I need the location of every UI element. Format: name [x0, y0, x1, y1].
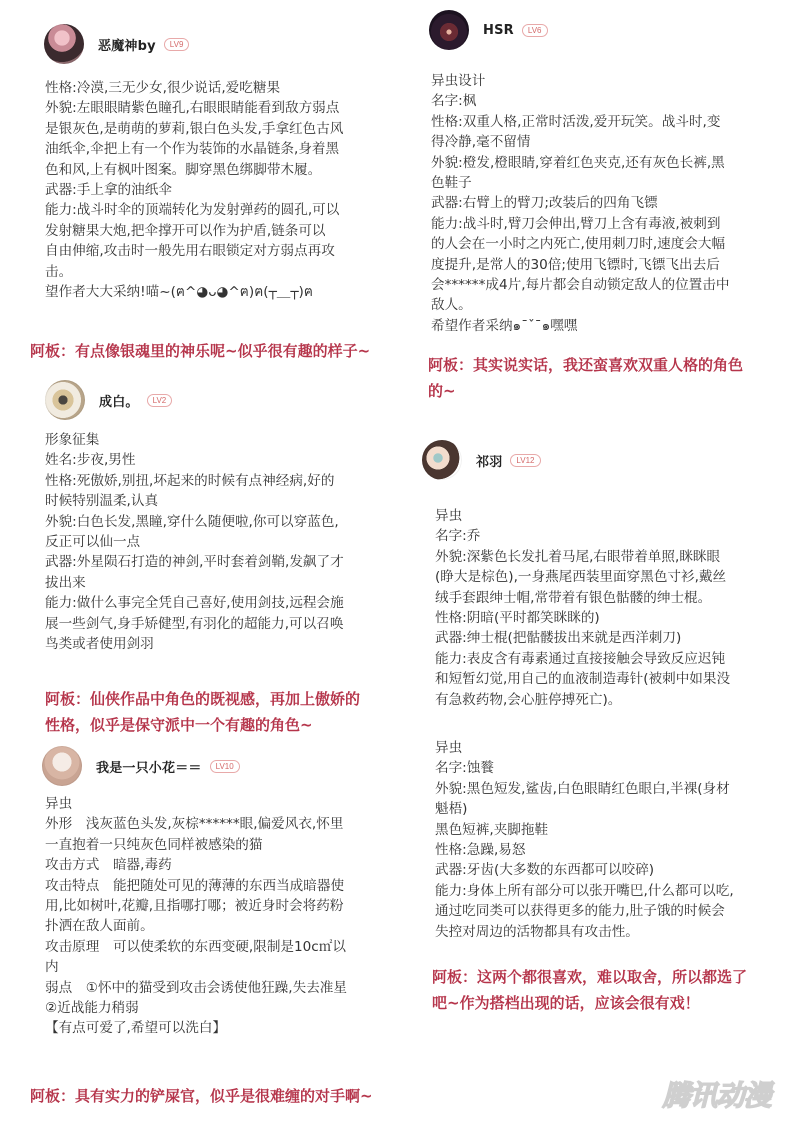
- post-text: [45, 78, 343, 302]
- text-line: 拔出来: [45, 574, 86, 591]
- post-header: [429, 8, 548, 52]
- text-line: 攻击原理 可以使柔软的东西变硬,限制是10c㎡以: [45, 938, 346, 955]
- text-line: 能力:战斗时,臂刀会伸出,臂刀上含有毒液,被刺到: [431, 215, 721, 232]
- text-line: 形象征集: [45, 432, 100, 448]
- editor-comment: [45, 686, 360, 738]
- editor-comment: [30, 338, 370, 364]
- post-2-body: [45, 430, 344, 654]
- post-2: [45, 378, 172, 422]
- text-line: 有急救药物,会心脏停搏死亡)。: [435, 691, 622, 708]
- text-line: 【有点可爱了,希望可以洗白】: [45, 1020, 227, 1037]
- text-line: 会******成4片,每片都会自动锁定敌人的位置击中: [431, 277, 730, 294]
- editor-comment: [428, 352, 743, 404]
- text-line: 能力:表皮含有毒素通过直接接触会导致反应迟钝: [435, 650, 726, 667]
- text-line: 和短暂幻觉,用自己的血液制造毒针(被刺中如果没: [435, 671, 731, 688]
- post-4-body: [431, 71, 729, 336]
- text-line: 武器:牙齿(大多数的东西都可以咬碎): [435, 862, 655, 879]
- text-line: 异虫: [435, 740, 463, 756]
- text-line: 望作者大大采纳!喵~(ฅ^◕ᴗ◕^ฅ)ฅ(┬＿┬)ฅ: [45, 284, 313, 301]
- text-line: 得冷静,毫不留情: [431, 134, 531, 151]
- comment-line: 阿板：仙侠作品中角色的既视感，再加上傲娇的: [45, 690, 361, 708]
- text-line: 用,比如树叶,花瓣,且指哪打哪；被近身时会将药粉: [45, 898, 344, 915]
- avatar[interactable]: [44, 24, 84, 64]
- text-line: 绒手套跟绅士帽,常带着有银色骷髅的绅士棍。: [435, 589, 712, 606]
- text-line: 外貌:左眼眼睛紫色瞳孔,右眼眼睛能看到敌方弱点: [45, 100, 340, 117]
- text-line: 武器:绅士棍(把骷髅拔出来就是西洋刺刀): [435, 630, 682, 647]
- text-line: 性格:冷漠,三无少女,很少说话,爱吃糖果: [45, 80, 281, 96]
- text-line: 发射糖果大炮,把伞撑开可以作为护盾,链条可以: [45, 222, 326, 239]
- text-line: 的人会在一小时之内死亡,使用刺刀时,速度会大幅: [431, 236, 726, 253]
- post-text: [431, 71, 729, 336]
- comment-line: 阿板：具有实力的铲屎官，似乎是很难缠的对手啊~: [30, 1087, 373, 1105]
- level-badge: LV2: [147, 394, 173, 407]
- text-line: 自由伸缩,攻击时一般先用右眼锁定对方弱点再攻: [45, 243, 335, 260]
- text-line: 异虫: [435, 508, 463, 524]
- text-line: 异虫: [45, 796, 73, 812]
- comment-line: 性格，似乎是保守派中一个有趣的角色~: [45, 716, 313, 734]
- text-line: 通过吃同类可以获得更多的能力,肚子饿的时候会: [435, 903, 725, 920]
- text-line: 外貌:橙发,橙眼睛,穿着红色夹克,还有灰色长裤,黑: [431, 154, 725, 171]
- comment-line: 的~: [428, 382, 456, 400]
- post-5-body-section-2: [435, 738, 734, 942]
- text-line: ②近战能力稍弱: [45, 1000, 139, 1017]
- post-5-body-section-1: [435, 506, 730, 710]
- text-line: 武器:外星陨石打造的神剑,平时套着剑鞘,发飙了才: [45, 554, 344, 571]
- post-text: [435, 506, 730, 710]
- text-line: 性格:阴暗(平时都笑眯眯的): [435, 610, 600, 627]
- text-line: 性格:死傲娇,别扭,坏起来的时候有点神经病,好的: [45, 472, 335, 489]
- text-line: 性格:急躁,易怒: [435, 842, 526, 859]
- username[interactable]: HSR: [483, 22, 514, 38]
- post-5: [422, 438, 541, 482]
- comment-line: 阿板：有点像银魂里的神乐呢~似乎很有趣的样子~: [30, 342, 371, 360]
- text-line: 敌人。: [431, 297, 472, 314]
- post-3: [42, 744, 240, 788]
- post-1: [44, 22, 189, 66]
- text-line: 时候特别温柔,认真: [45, 493, 159, 510]
- post-4: [429, 8, 548, 52]
- text-line: 外貌:黑色短发,鲨齿,白色眼睛红色眼白,半裸(身材: [435, 780, 730, 797]
- text-line: 展一些剑气,身手矫健型,有羽化的超能力,可以召唤: [45, 615, 344, 632]
- text-line: 弱点 ①怀中的猫受到攻击会诱使他狂躁,失去准星: [45, 979, 347, 996]
- text-line: 异虫设计: [431, 73, 486, 89]
- level-badge: LV12: [510, 454, 540, 467]
- text-line: 攻击方式 暗器,毒药: [45, 857, 172, 874]
- avatar[interactable]: [45, 380, 85, 420]
- text-line: 度提升,是常人的30倍;使用飞镖时,飞镖飞出去后: [431, 256, 720, 273]
- text-line: 能力:做什么事完全凭自己喜好,使用剑技,远程会施: [45, 595, 344, 612]
- text-line: 油纸伞,伞把上有一个作为装饰的水晶链条,身着黑: [45, 141, 340, 158]
- text-line: 黑色短裤,夹脚拖鞋: [435, 821, 549, 838]
- level-badge: LV10: [210, 760, 240, 773]
- post-header: [44, 22, 189, 66]
- text-line: 击。: [45, 263, 73, 280]
- text-line: 性格:双重人格,正常时活泼,爱开玩笑。战斗时,变: [431, 113, 721, 130]
- text-line: 能力:战斗时伞的顶端转化为发射弹药的圆孔,可以: [45, 202, 340, 219]
- text-line: 色和风,上有枫叶图案。脚穿黑色绑脚带木履。: [45, 161, 322, 178]
- post-text: [45, 430, 344, 654]
- post-1-body: [45, 78, 343, 302]
- post-header: [45, 378, 172, 422]
- watermark-logo: 腾讯动漫: [662, 1079, 771, 1112]
- comment-line: 阿板：其实说实话，我还蛮喜欢双重人格的角色: [428, 356, 744, 374]
- text-line: 一直抱着一只纯灰色同样被感染的猫: [45, 836, 263, 853]
- post-header: [42, 744, 240, 788]
- text-line: 攻击特点 能把随处可见的薄薄的东西当成暗器使: [45, 877, 345, 894]
- post-3-body: [45, 794, 347, 1039]
- text-line: 反正可以仙一点: [45, 534, 141, 551]
- avatar[interactable]: [42, 746, 82, 786]
- text-line: 失控对周边的活物都具有攻击性。: [435, 923, 639, 940]
- text-line: 能力:身体上所有部分可以张开嘴巴,什么都可以吃,: [435, 882, 734, 899]
- avatar[interactable]: [429, 10, 469, 50]
- level-badge: LV9: [164, 38, 190, 51]
- post-header: [422, 438, 541, 482]
- text-line: 姓名:步夜,男性: [45, 452, 136, 469]
- text-line: 色鞋子: [431, 175, 472, 192]
- text-line: 名字:乔: [435, 528, 481, 545]
- text-line: 外貌:白色长发,黑瞳,穿什么随便啦,你可以穿蓝色,: [45, 513, 339, 530]
- level-badge: LV6: [522, 24, 548, 37]
- text-line: 内: [45, 959, 59, 976]
- text-line: 名字:蚀餮: [435, 760, 494, 777]
- text-line: 扑洒在敌人面前。: [45, 918, 154, 935]
- text-line: 是银灰色,是萌萌的萝莉,银白色头发,手拿红色古风: [45, 120, 344, 137]
- text-line: (睁大是棕色),一身燕尾西装里面穿黑色寸衫,戴丝: [435, 569, 727, 586]
- text-line: 外形 浅灰蓝色头发,灰棕******眼,偏爱风衣,怀里: [45, 816, 344, 833]
- editor-comment: [432, 964, 747, 1016]
- text-line: 希望作者采纳๑¯ˇ¯๑嘿嘿: [431, 317, 578, 334]
- text-line: 鸟类或者使用剑羽: [45, 636, 154, 653]
- post-text: [45, 794, 347, 1039]
- avatar[interactable]: [422, 440, 462, 480]
- username[interactable]: 恶魔神by: [98, 38, 156, 54]
- username[interactable]: 成白。: [99, 394, 139, 410]
- username[interactable]: 我是一只小花＝＝: [96, 760, 202, 776]
- text-line: 武器:右臂上的臂刀;改装后的四角飞镖: [431, 195, 658, 212]
- text-line: 名字:枫: [431, 93, 477, 110]
- text-line: 魁梧): [435, 801, 468, 818]
- text-line: 武器:手上拿的油纸伞: [45, 182, 172, 199]
- text-line: 外貌:深紫色长发扎着马尾,右眼带着单照,眯眯眼: [435, 548, 721, 565]
- comment-line: 阿板：这两个都很喜欢，难以取舍，所以都选了: [432, 968, 748, 986]
- editor-comment: [30, 1083, 373, 1109]
- username[interactable]: 祁羽: [476, 454, 503, 470]
- post-text: [435, 738, 734, 942]
- comment-line: 吧~作为搭档出现的话，应该会很有戏！: [432, 994, 700, 1012]
